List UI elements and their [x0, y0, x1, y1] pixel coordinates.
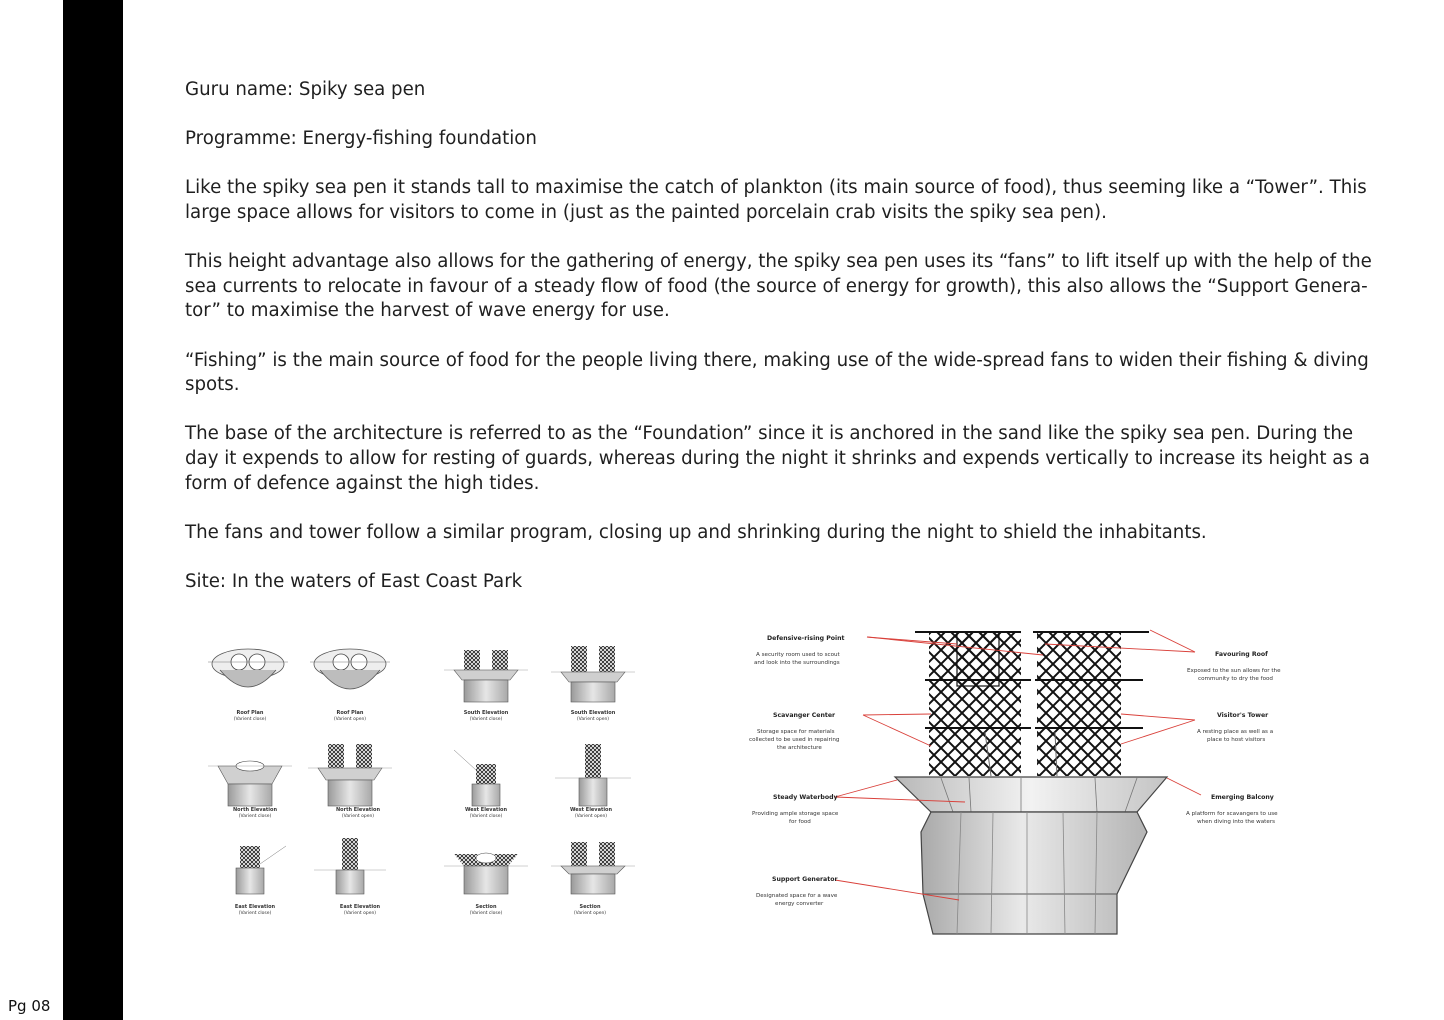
- foundation-body: [921, 812, 1147, 934]
- caption-name: Roof Plan: [236, 710, 264, 716]
- caption-variant: (Varient close): [469, 717, 503, 722]
- label-support-desc: Designated space for a wave: [756, 893, 838, 899]
- label-favouring-title: Favouring Roof: [1215, 651, 1268, 658]
- caption-variant: (Varient open): [576, 717, 610, 722]
- caption-variant: (Varient close): [469, 814, 503, 819]
- views-grid-figure: [200, 632, 650, 932]
- paragraph-energy: This height advantage also allows for the gathering of energy, the spiky sea pen uses its “fans” to lift itself up with the help of the sea currents to relocate in favour of a steady flow of food (the source of energy for growth), this also allows the “Support Genera-tor” to maximise the harvest of wave energy for use.: [185, 251, 1372, 322]
- caption-name: North Elevation: [232, 807, 278, 813]
- label-balcony-desc: when diving into the waters: [1197, 819, 1276, 825]
- paragraph-foundation: The base of the architecture is referred to as the “Foundation” since it is anchored in the sand like the spiky sea pen. During the day it expends to allow for resting of guards, whereas during the night it shrinks and expends vertically to increase its height as a form of defence against the high tides.: [185, 423, 1370, 494]
- label-scavanger-title: Scavanger Center: [773, 712, 836, 719]
- caption-name: East Elevation: [234, 904, 276, 910]
- label-scavanger-desc: collected to be used in repairing: [749, 737, 840, 743]
- label-visitors-desc: place to host visitors: [1207, 737, 1266, 743]
- caption-variant: (Varient close): [233, 717, 267, 722]
- label-balcony-desc: A platform for scavangers to use: [1186, 811, 1278, 817]
- paragraph-tower: Like the spiky sea pen it stands tall to maximise the catch of plankton (its main source of food), thus seeming like a “Tower”. This large space allows for visitors to come in (just as the painted porcelain crab visits the spiky sea pen).: [185, 177, 1367, 223]
- caption-name: Section: [475, 904, 497, 910]
- caption-variant: (Varient close): [469, 911, 503, 916]
- label-support-desc: energy converter: [775, 901, 824, 907]
- caption-variant: (Varient open): [573, 911, 607, 916]
- label-scavanger-desc: the architecture: [777, 745, 822, 751]
- view-west-elevation-close: [454, 750, 500, 806]
- site: Site: In the waters of East Coast Park: [185, 570, 523, 592]
- label-steady-title: Steady Waterbody: [773, 794, 838, 801]
- annotated-tower-diagram: [745, 622, 1305, 942]
- page-number: Pg 08: [8, 997, 51, 1015]
- view-south-elevation-close: [444, 650, 528, 702]
- view-west-elevation-open: [555, 744, 631, 806]
- view-section-open: [551, 842, 635, 894]
- label-steady-desc: Providing ample storage space: [752, 811, 839, 817]
- emerging-balcony-shape: [895, 777, 1167, 812]
- guru-name: Guru name: Spiky sea pen: [185, 79, 426, 100]
- caption-variant: (Varient open): [574, 814, 608, 819]
- caption-name: West Elevation: [569, 807, 613, 813]
- label-support-title: Support Generator: [772, 876, 838, 883]
- label-defensive-desc: A security room used to scout: [756, 652, 840, 658]
- view-section-close: [444, 853, 528, 894]
- caption-name: Section: [579, 904, 601, 910]
- caption-name: East Elevation: [339, 904, 381, 910]
- view-roof-plan-close: [208, 649, 288, 687]
- caption-variant: (Varient open): [333, 717, 367, 722]
- caption-variant: (Varient close): [238, 814, 272, 819]
- label-favouring-desc: Exposed to the sun allows for the: [1187, 668, 1281, 674]
- caption-variant: (Varient open): [341, 814, 375, 819]
- caption-name: South Elevation: [570, 710, 616, 716]
- label-visitors-desc: A resting place as well as a: [1197, 729, 1274, 735]
- label-balcony-title: Emerging Balcony: [1211, 794, 1274, 801]
- view-south-elevation-open: [551, 646, 635, 702]
- left-lattice-tower: [915, 632, 1031, 776]
- label-defensive-desc: and look into the surroundings: [754, 660, 840, 666]
- view-north-elevation-open: [308, 744, 392, 806]
- caption-variant: (Varient close): [238, 911, 272, 916]
- margin-bar: [63, 0, 123, 1020]
- programme: Programme: Energy-fishing foundation: [185, 128, 537, 150]
- caption-name: West Elevation: [464, 807, 508, 813]
- caption-name: South Elevation: [463, 710, 509, 716]
- caption-variant: (Varient open): [343, 911, 377, 916]
- right-lattice-tower: [1033, 632, 1149, 776]
- paragraph-program: The fans and tower follow a similar program, closing up and shrinking during the night to shield the inhabitants.: [185, 521, 1207, 543]
- label-visitors-title: Visitor's Tower: [1217, 712, 1269, 719]
- view-north-elevation-close: [208, 761, 292, 806]
- description-text: [185, 78, 1375, 619]
- caption-name: Roof Plan: [336, 710, 364, 716]
- label-favouring-desc: community to dry the food: [1198, 676, 1273, 682]
- paragraph-fishing: “Fishing” is the main source of food for the people living there, making use of the wide-spread fans to widen their fishing & diving spots.: [185, 349, 1369, 396]
- view-east-elevation-open: [314, 838, 386, 894]
- view-roof-plan-open: [310, 649, 390, 689]
- caption-name: North Elevation: [335, 807, 381, 813]
- label-defensive-title: Defensive-rising Point: [767, 635, 845, 642]
- label-scavanger-desc: Storage space for materials: [757, 729, 835, 735]
- view-east-elevation-close: [236, 846, 286, 894]
- label-steady-desc: for food: [789, 819, 811, 825]
